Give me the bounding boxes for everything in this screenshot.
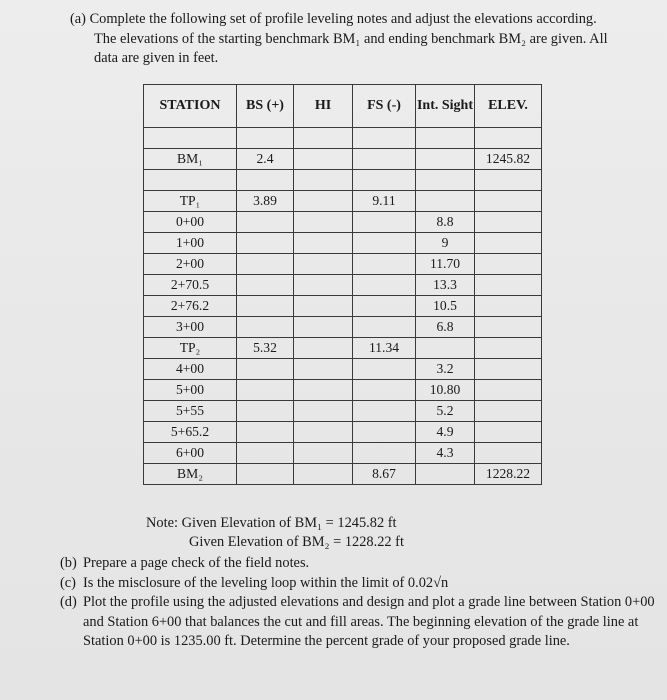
cell-hi [294, 275, 353, 296]
cell-elev [475, 191, 542, 212]
part-a-line-2: The elevations of the starting benchmark BM₁ and ending benchmark BM₂ are given. All [94, 30, 608, 47]
cell-fs: 9.11 [353, 191, 416, 212]
cell-hi [294, 464, 353, 485]
table-body [144, 128, 542, 485]
cell-int-sight: 13.3 [416, 275, 475, 296]
cell-station: 2+00 [144, 254, 237, 275]
header-fs: FS (-) [353, 85, 416, 128]
cell-int-sight [416, 149, 475, 170]
table-row [144, 149, 542, 170]
table-row [144, 317, 542, 338]
blank-row [144, 128, 542, 149]
cell-bs [237, 296, 294, 317]
cell-station: 3+00 [144, 317, 237, 338]
cell-bs [237, 275, 294, 296]
cell-bs [237, 401, 294, 422]
cell-station: BM₂ [144, 464, 237, 485]
cell-elev [475, 296, 542, 317]
cell-int-sight: 11.70 [416, 254, 475, 275]
part-d [60, 593, 660, 652]
cell-hi [294, 401, 353, 422]
cell-fs [353, 254, 416, 275]
table-row [144, 254, 542, 275]
table-row [144, 422, 542, 443]
blank-row [144, 170, 542, 191]
cell-bs [237, 233, 294, 254]
question-parts [60, 554, 660, 652]
cell-int-sight: 3.2 [416, 359, 475, 380]
part-a-instructions [70, 10, 655, 69]
part-b-text: Prepare a page check of the field notes. [83, 555, 310, 571]
header-elev: ELEV. [475, 85, 542, 128]
cell-elev: 1228.22 [475, 464, 542, 485]
cell-hi [294, 422, 353, 443]
cell-int-sight: 4.3 [416, 443, 475, 464]
cell-elev [475, 233, 542, 254]
cell-station: BM₁ [144, 149, 237, 170]
cell-elev: 1245.82 [475, 149, 542, 170]
table-row [144, 191, 542, 212]
cell-fs: 8.67 [353, 464, 416, 485]
cell-elev [475, 359, 542, 380]
table-row [144, 359, 542, 380]
table-row [144, 338, 542, 359]
cell-bs [237, 422, 294, 443]
cell-bs: 5.32 [237, 338, 294, 359]
header-hi: HI [294, 85, 353, 128]
cell-bs [237, 443, 294, 464]
cell-elev [475, 254, 542, 275]
cell-hi [294, 149, 353, 170]
table-row [144, 233, 542, 254]
cell-elev [475, 212, 542, 233]
cell-hi [294, 296, 353, 317]
cell-elev [475, 275, 542, 296]
cell-fs [353, 149, 416, 170]
cell-bs: 2.4 [237, 149, 294, 170]
cell-station: 6+00 [144, 443, 237, 464]
cell-fs [353, 233, 416, 254]
cell-elev [475, 443, 542, 464]
cell-bs [237, 380, 294, 401]
cell-bs: 3.89 [237, 191, 294, 212]
cell-int-sight: 10.80 [416, 380, 475, 401]
part-b [60, 554, 660, 574]
cell-hi [294, 359, 353, 380]
header-bs: BS (+) [237, 85, 294, 128]
given-elevations-note [146, 514, 404, 552]
table-row [144, 275, 542, 296]
cell-int-sight: 8.8 [416, 212, 475, 233]
cell-fs [353, 317, 416, 338]
cell-fs: 11.34 [353, 338, 416, 359]
cell-int-sight: 6.8 [416, 317, 475, 338]
cell-bs [237, 317, 294, 338]
cell-hi [294, 443, 353, 464]
cell-bs [237, 464, 294, 485]
header-station: STATION [144, 85, 237, 128]
note-line-bm2: Given Elevation of BM₂ = 1228.22 ft [189, 534, 404, 550]
header-int-sight: Int. Sight [416, 85, 475, 128]
cell-hi [294, 233, 353, 254]
part-b-label: (b) [60, 555, 77, 571]
cell-int-sight [416, 191, 475, 212]
table-row [144, 296, 542, 317]
cell-int-sight: 4.9 [416, 422, 475, 443]
cell-station: 2+76.2 [144, 296, 237, 317]
cell-int-sight [416, 464, 475, 485]
cell-fs [353, 401, 416, 422]
table-header-row [144, 85, 542, 128]
cell-bs [237, 212, 294, 233]
cell-station: 5+00 [144, 380, 237, 401]
cell-elev [475, 380, 542, 401]
part-d-text: Plot the profile using the adjusted elevations and design and plot a grade line between Station 0+00 and Station 6+00 that balances the cut and fill areas. The beginning elevation of the grade line at Station 0+00 is 1235.00 ft. Determine the percent grade of your proposed grade line. [83, 594, 655, 649]
table-row [144, 212, 542, 233]
table-row [144, 443, 542, 464]
cell-station: 0+00 [144, 212, 237, 233]
cell-hi [294, 254, 353, 275]
cell-station: 2+70.5 [144, 275, 237, 296]
table-row [144, 464, 542, 485]
cell-elev [475, 401, 542, 422]
cell-station: 5+65.2 [144, 422, 237, 443]
cell-fs [353, 212, 416, 233]
cell-hi [294, 380, 353, 401]
part-c [60, 574, 660, 594]
part-a-line-3: data are given in feet. [94, 50, 219, 66]
cell-station: 1+00 [144, 233, 237, 254]
cell-station: 4+00 [144, 359, 237, 380]
part-a-line-1: (a) Complete the following set of profile leveling notes and adjust the elevations according. [70, 11, 597, 27]
table-row [144, 401, 542, 422]
cell-hi [294, 191, 353, 212]
cell-elev [475, 422, 542, 443]
part-c-text: Is the misclosure of the leveling loop within the limit of 0.02√n [83, 574, 449, 591]
cell-hi [294, 317, 353, 338]
cell-int-sight: 10.5 [416, 296, 475, 317]
cell-hi [294, 338, 353, 359]
cell-fs [353, 275, 416, 296]
cell-station: TP₁ [144, 191, 237, 212]
part-c-label: (c) [60, 574, 76, 591]
cell-fs [353, 443, 416, 464]
cell-int-sight: 5.2 [416, 401, 475, 422]
cell-int-sight: 9 [416, 233, 475, 254]
cell-station: 5+55 [144, 401, 237, 422]
cell-fs [353, 359, 416, 380]
cell-fs [353, 422, 416, 443]
cell-elev [475, 317, 542, 338]
table-row [144, 380, 542, 401]
cell-bs [237, 254, 294, 275]
cell-int-sight [416, 338, 475, 359]
part-d-label: (d) [60, 594, 77, 610]
cell-fs [353, 296, 416, 317]
cell-station: TP₂ [144, 338, 237, 359]
leveling-notes-table [143, 84, 542, 485]
cell-elev [475, 338, 542, 359]
cell-bs [237, 359, 294, 380]
note-line-bm1: Note: Given Elevation of BM₁ = 1245.82 ft [146, 515, 397, 531]
cell-hi [294, 212, 353, 233]
cell-fs [353, 380, 416, 401]
